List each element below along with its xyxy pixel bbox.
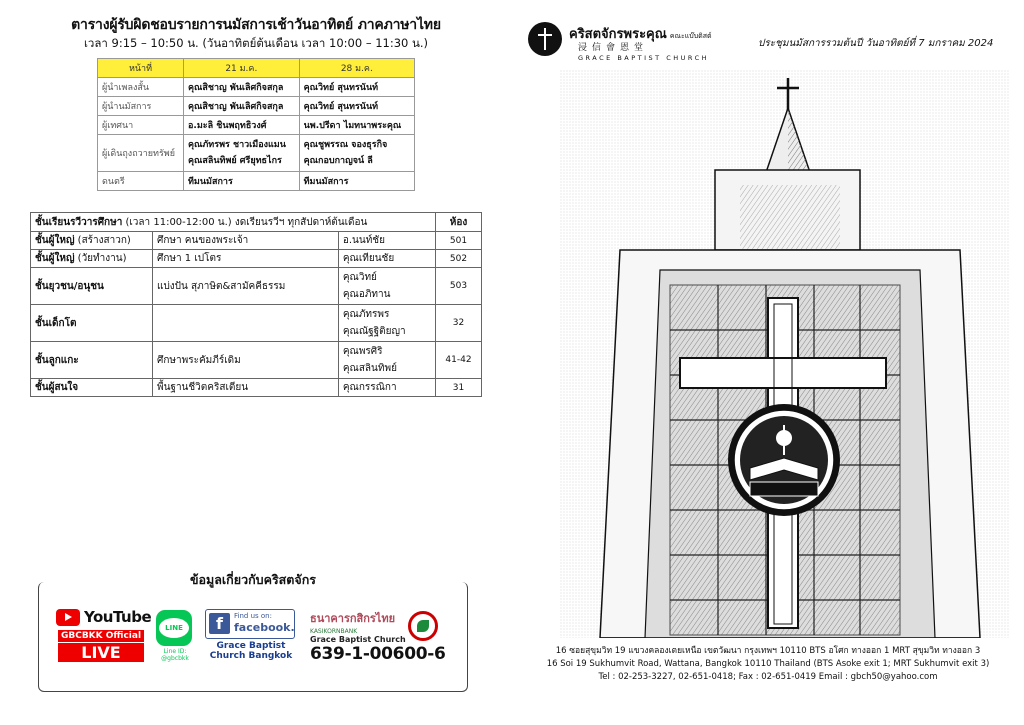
col-date-1: 21 ม.ค. bbox=[184, 59, 300, 78]
kasikorn-icon bbox=[408, 611, 438, 641]
table-row: ผู้เดินถุงถวายทรัพย์ คุณภัทรพร ชาวเมืองแมน คุณสลินทิพย์ ศรียุทธไกร คุณชูพรรณ จองธุรกิจ คุณกอบกาญจน์ ลี bbox=[98, 135, 415, 172]
meeting-date: ประชุมนมัสการรวมต้นปี วันอาทิตย์ที่ 7 มกราคม 2024 bbox=[758, 38, 994, 49]
facebook-icon: f bbox=[209, 613, 230, 634]
info-heading: ข้อมูลเกี่ยวกับคริสตจักร bbox=[38, 570, 468, 590]
table-row: ผู้นำเพลงสั้น คุณสิชาญ พันเลิศกิจสกุล คุณวิทย์ สุนทรนันท์ bbox=[98, 78, 415, 97]
schedule-title: ตารางผู้รับผิดชอบรายการนมัสการเช้าวันอาทิตย์ ภาคภาษาไทย bbox=[71, 17, 441, 33]
church-logo-icon bbox=[528, 22, 562, 56]
col-role: หน้าที่ bbox=[98, 59, 184, 78]
table-row: ดนตรี ทีมนมัสการ ทีมนมัสการ bbox=[98, 172, 415, 191]
classes-header: ชั้นเรียนรวีวารศึกษา (เวลา 11:00-12:00 น.) งดเรียนรวีฯ ทุกสัปดาห์ต้นเดือน bbox=[31, 213, 436, 232]
schedule-table bbox=[97, 58, 415, 191]
line-icon: LINE bbox=[156, 610, 192, 646]
facebook-link[interactable]: f Find us on: facebook. Grace Baptist Church Bangkok bbox=[205, 609, 297, 667]
table-row: ชั้นลูกแกะ ศึกษาพระคัมภีร์เดิม คุณพรศิริ คุณสลินทิพย์ 41-42 bbox=[31, 342, 482, 379]
classes-table bbox=[30, 212, 482, 397]
table-row: ชั้นผู้ใหญ่ (สร้างสาวก) ศึกษา คนของพระเจ้า อ.นนท์ชัย 501 bbox=[31, 232, 482, 250]
col-date-2: 28 ม.ค. bbox=[299, 59, 414, 78]
bank-info: ธนาคารกสิกรไทย KASIKORNBANK Grace Baptist Church 639-1-00600-6 bbox=[310, 609, 460, 669]
table-row: ชั้นผู้สนใจ พื้นฐานชีวิตคริสเตียน คุณกรรณิกา 31 bbox=[31, 379, 482, 397]
bank-account-number: 639-1-00600-6 bbox=[310, 644, 446, 664]
table-row: ผู้นำนมัสการ คุณสิชาญ พันเลิศกิจสกุล คุณวิทย์ สุนทรนันท์ bbox=[98, 97, 415, 116]
line-link[interactable]: LINE Line ID: @gbcbkk bbox=[156, 610, 196, 665]
room-header: ห้อง bbox=[436, 213, 482, 232]
church-address: 16 ซอยสุขุมวิท 19 แขวงคลองเตยเหนือ เขตวัฒนา กรุงเทพฯ 10110 BTS อโศก ทางออก 1 MRT สุขุมวิท ทางออก 3 16 Soi 19 Sukhumvit Road, Wattana, Bangkok 10110 Thailand (BTS Asoke exit 1; MRT Sukhumvit exit 3) Tel : 02-253-3227, 02-651-0418; Fax : 02-651-0419 Email : gbch50@yahoo.com bbox=[546, 646, 990, 682]
church-name-cn: 浸信會恩堂 bbox=[578, 43, 649, 53]
church-name-en: GRACE BAPTIST CHURCH bbox=[578, 54, 710, 62]
church-name: คริสตจักรพระคุณ คณะแบ๊บติสต์ bbox=[569, 27, 712, 42]
table-row: ชั้นเด็กโต คุณภัทรพร คุณณัฐฐิติยญา 32 bbox=[31, 305, 482, 342]
youtube-link[interactable]: YouTube GBCBKK Official LIVE bbox=[56, 609, 146, 667]
table-row: ชั้นผู้ใหญ่ (วัยทำงาน) ศึกษา 1 เปโตร คุณเทียนชัย 502 bbox=[31, 250, 482, 268]
table-row: ชั้นยุวชน/อนุชน แบ่งปัน สุภาษิต&สามัคคีธรรม คุณวิทย์ คุณอภิทาน 503 bbox=[31, 268, 482, 305]
church-building-illustration bbox=[560, 70, 1010, 638]
schedule-subtitle: เวลา 9:15 – 10:50 น. (วันอาทิตย์ต้นเดือน เวลา 10:00 – 11:30 น.) bbox=[83, 36, 429, 50]
table-row: ผู้เทศนา อ.มะลิ ชินพฤทธิวงศ์ นพ.ปรีดา ไมทนาพระคุณ bbox=[98, 116, 415, 135]
youtube-icon bbox=[56, 609, 80, 626]
